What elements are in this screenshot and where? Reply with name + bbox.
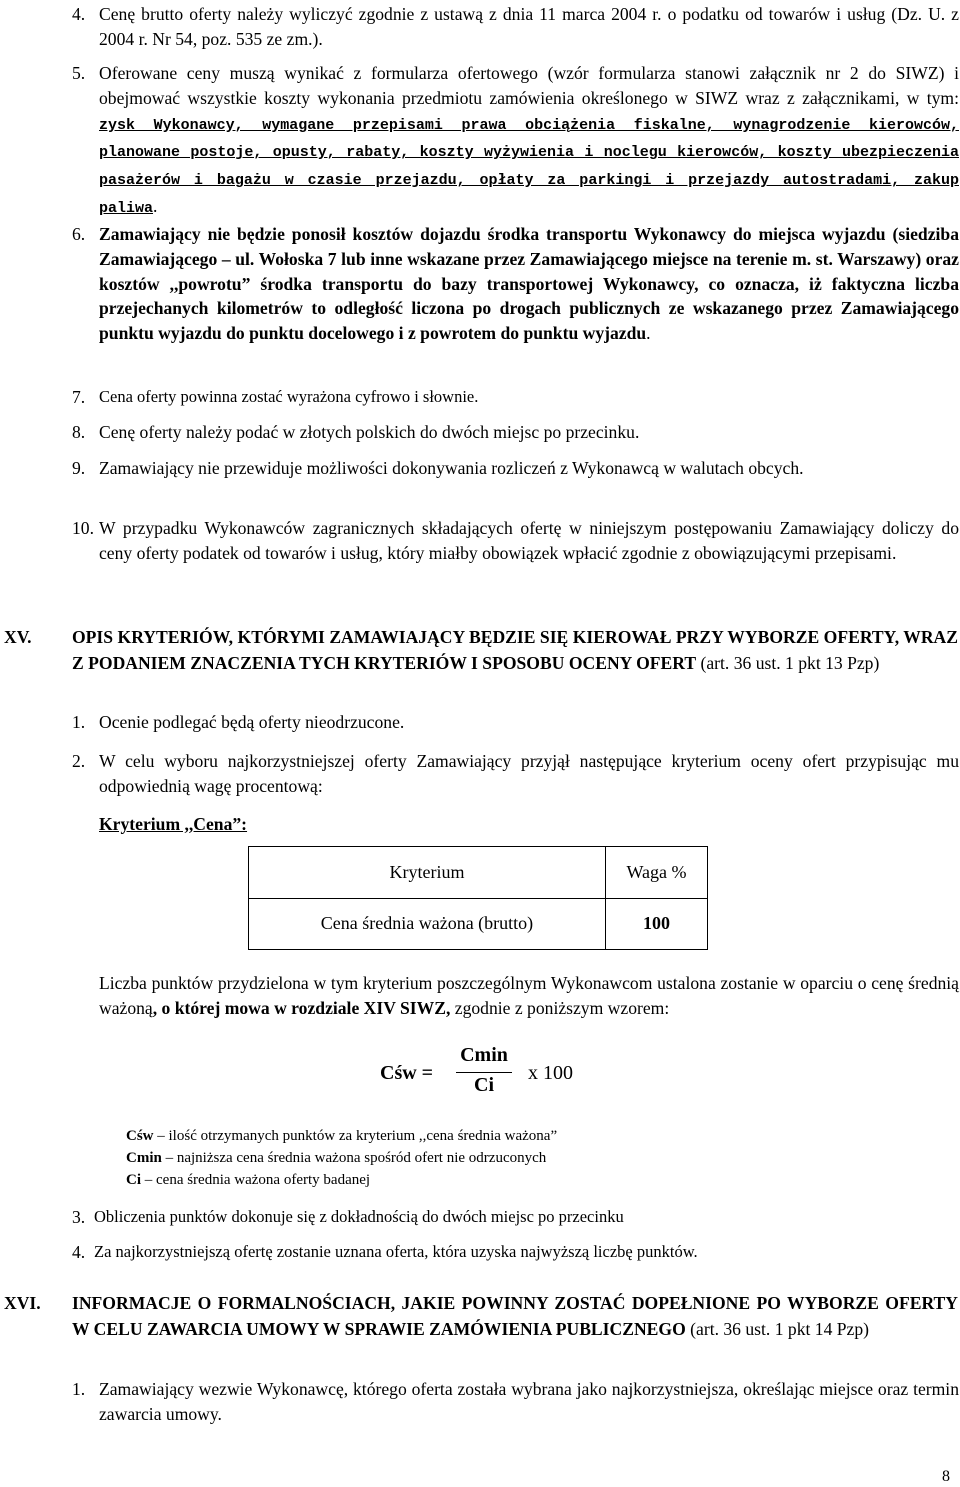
fraction-bar [456,1072,512,1073]
item-6-tail: . [646,323,651,344]
formula-numerator: Cmin [460,1044,508,1066]
item-7-text: Cena oferty powinna zostać wyrażona cyfrowo i słownie. [99,387,479,406]
table-row [249,898,708,950]
score-formula [380,1042,600,1102]
legend-item [126,1125,557,1147]
legend-description: – ilość otrzymanych punktów za kryterium ,,cena średnia ważona” [153,1128,558,1144]
criterion-heading: Kryterium ,,Cena”: [99,814,248,834]
section-xvi-number: XVI. [4,1293,41,1313]
item-9-text: Zamawiający nie przewiduje możliwości dokonywania rozliczeń z Wykonawcą w walutach obcych. [99,458,804,478]
formula-lhs: Cśw = [380,1062,434,1084]
legend-symbol: Cmin [126,1150,162,1166]
xvi-item-1-number: 1. [72,1379,86,1399]
item-9-number: 9. [72,458,86,478]
item-6-text [99,222,959,346]
xvi-item-1-text: Zamawiający wezwie Wykonawcę, którego oferta została wybrana jako najkorzystniejsza, określając miejsce oraz termin zawarcia umowy. [99,1379,959,1424]
legend-symbol: Ci [126,1172,141,1188]
item-5-text-a: Oferowane ceny muszą wynikać z formularza ofertowego (wzór formularza stanowi załącznik nr 2 do SIWZ) i obejmować wszystkie koszty wykonania przedmiotu zamówienia określonego w SIWZ wraz z załącznikami, w tym: [99,63,959,108]
item-8-number: 8. [72,422,86,442]
section-xvi-reference: (art. 36 ust. 1 pkt 14 Pzp) [685,1319,870,1339]
item-4-text: Cenę brutto oferty należy wyliczyć zgodnie z ustawą z dnia 11 marca 2004 r. o podatku od towarów i usług (Dz. U. z 2004 r. Nr 54, poz. 535 ze zm.). [99,4,959,49]
item-8-text: Cenę oferty należy podać w złotych polskich do dwóch miejsc po przecinku. [99,422,640,442]
points-paragraph [99,971,959,1021]
xv-item-2-number: 2. [72,751,86,771]
section-xvi-title [72,1290,958,1342]
item-5-cost-list: zysk Wykonawcy, wymagane przepisami prawa obciążenia fiskalne, wynagrodzenie kierowców, planowane postoje, opusty, rabaty, koszty wyżywienia i noclegu kierowców, koszty ubezpieczenia pasażerów i bagażu w czasie przejazdu, opłaty za parkingi i przejazdy autostradami, zakup paliwa [99,116,959,217]
page-number: 8 [942,1468,950,1485]
item-7-number: 7. [72,387,86,407]
points-text-b: , o której mowa w rozdziale XIV SIWZ, [152,997,451,1018]
section-xv-title [72,624,958,676]
xv-item-4-text: Za najkorzystniejszą ofertę zostanie uznana oferta, która uzyska najwyższą liczbę punktów. [94,1242,698,1261]
section-xvi-heading: INFORMACJE O FORMALNOŚCIACH, JAKIE POWINNY ZOSTAĆ DOPEŁNIONE PO WYBORZE OFERTY W CELU ZAWARCIA UMOWY W SPRAWIE ZAMÓWIENIA PUBLICZNEGO [72,1293,958,1339]
xv-item-1-text: Ocenie podlegać będą oferty nieodrzucone. [99,712,405,732]
xv-item-2-text: W celu wyboru najkorzystniejszej oferty Zamawiający przyjął następujące kryterium oceny ofert przypisując mu odpowiednią wagę procentową: [99,751,959,796]
section-xv-reference: (art. 36 ust. 1 pkt 13 Pzp) [696,653,880,673]
item-4-number: 4. [72,4,86,24]
legend-item [126,1147,546,1169]
formula-rhs: x 100 [528,1062,573,1084]
points-text-c: zgodnie z poniższym wzorem: [450,997,670,1018]
points-text-a: Liczba punktów przydzielona w tym kryterium poszczególnym Wykonawcom ustalona zostanie w oparciu o cenę średnią ważoną [99,973,959,1018]
item-6-number: 6. [72,224,86,244]
legend-item [126,1169,370,1191]
item-5-text [99,61,959,222]
item-5-number: 5. [72,63,86,83]
item-10-text: W przypadku Wykonawców zagranicznych składających ofertę w niniejszym postępowaniu Zamawiający doliczy do ceny oferty podatek od towarów i usług, który miałby obowiązek wpłacić zgodnie z obowiązującymi przepisami. [99,518,959,563]
item-5-text-c: . [153,195,158,216]
xv-item-1-number: 1. [72,712,86,732]
section-xv-number: XV. [4,627,32,647]
table-cell-weight: 100 [605,898,707,950]
section-xv-heading: OPIS KRYTERIÓW, KTÓRYMI ZAMAWIAJĄCY BĘDZIE SIĘ KIEROWAŁ PRZY WYBORZE OFERTY, WRAZ Z PODANIEM ZNACZENIA TYCH KRYTERIÓW I SPOSOBU OCENY OFERT [72,627,958,673]
legend-symbol: Cśw [126,1128,154,1144]
formula-denominator: Ci [474,1074,494,1096]
table-header-row [249,847,708,899]
legend-description: – cena średnia ważona oferty badanej [141,1172,371,1188]
table-header-weight: Waga % [605,847,707,899]
table-cell-criterion: Cena średnia ważona (brutto) [249,898,606,950]
xv-item-3-text: Obliczenia punktów dokonuje się z dokładnością do dwóch miejsc po przecinku [94,1207,624,1226]
criteria-table [248,846,708,950]
table-header-criterion: Kryterium [249,847,606,899]
item-10-number: 10. [72,518,94,538]
xv-item-3-number: 3. [72,1207,86,1227]
xv-item-4-number: 4. [72,1242,86,1262]
legend-description: – najniższa cena średnia ważona spośród ofert nie odrzuconych [161,1150,547,1166]
item-6-body: Zamawiający nie będzie ponosił kosztów dojazdu środka transportu Wykonawcy do miejsca wyjazdu (siedziba Zamawiającego – ul. Wołoska 7 lub inne wskazane przez Zamawiającego miejsce na terenie m. st. Warszawy) oraz kosztów ,,powrotu” środka transportu do bazy transportowej Wykonawcy, co oznacza, iż faktyczna liczba przejechanych kilometrów to odległość liczona po drogach publicznych ze wskazanego przez Zamawiającego punktu wyjazdu do punktu docelowego i z powrotem do punktu wyjazdu [99,224,959,344]
